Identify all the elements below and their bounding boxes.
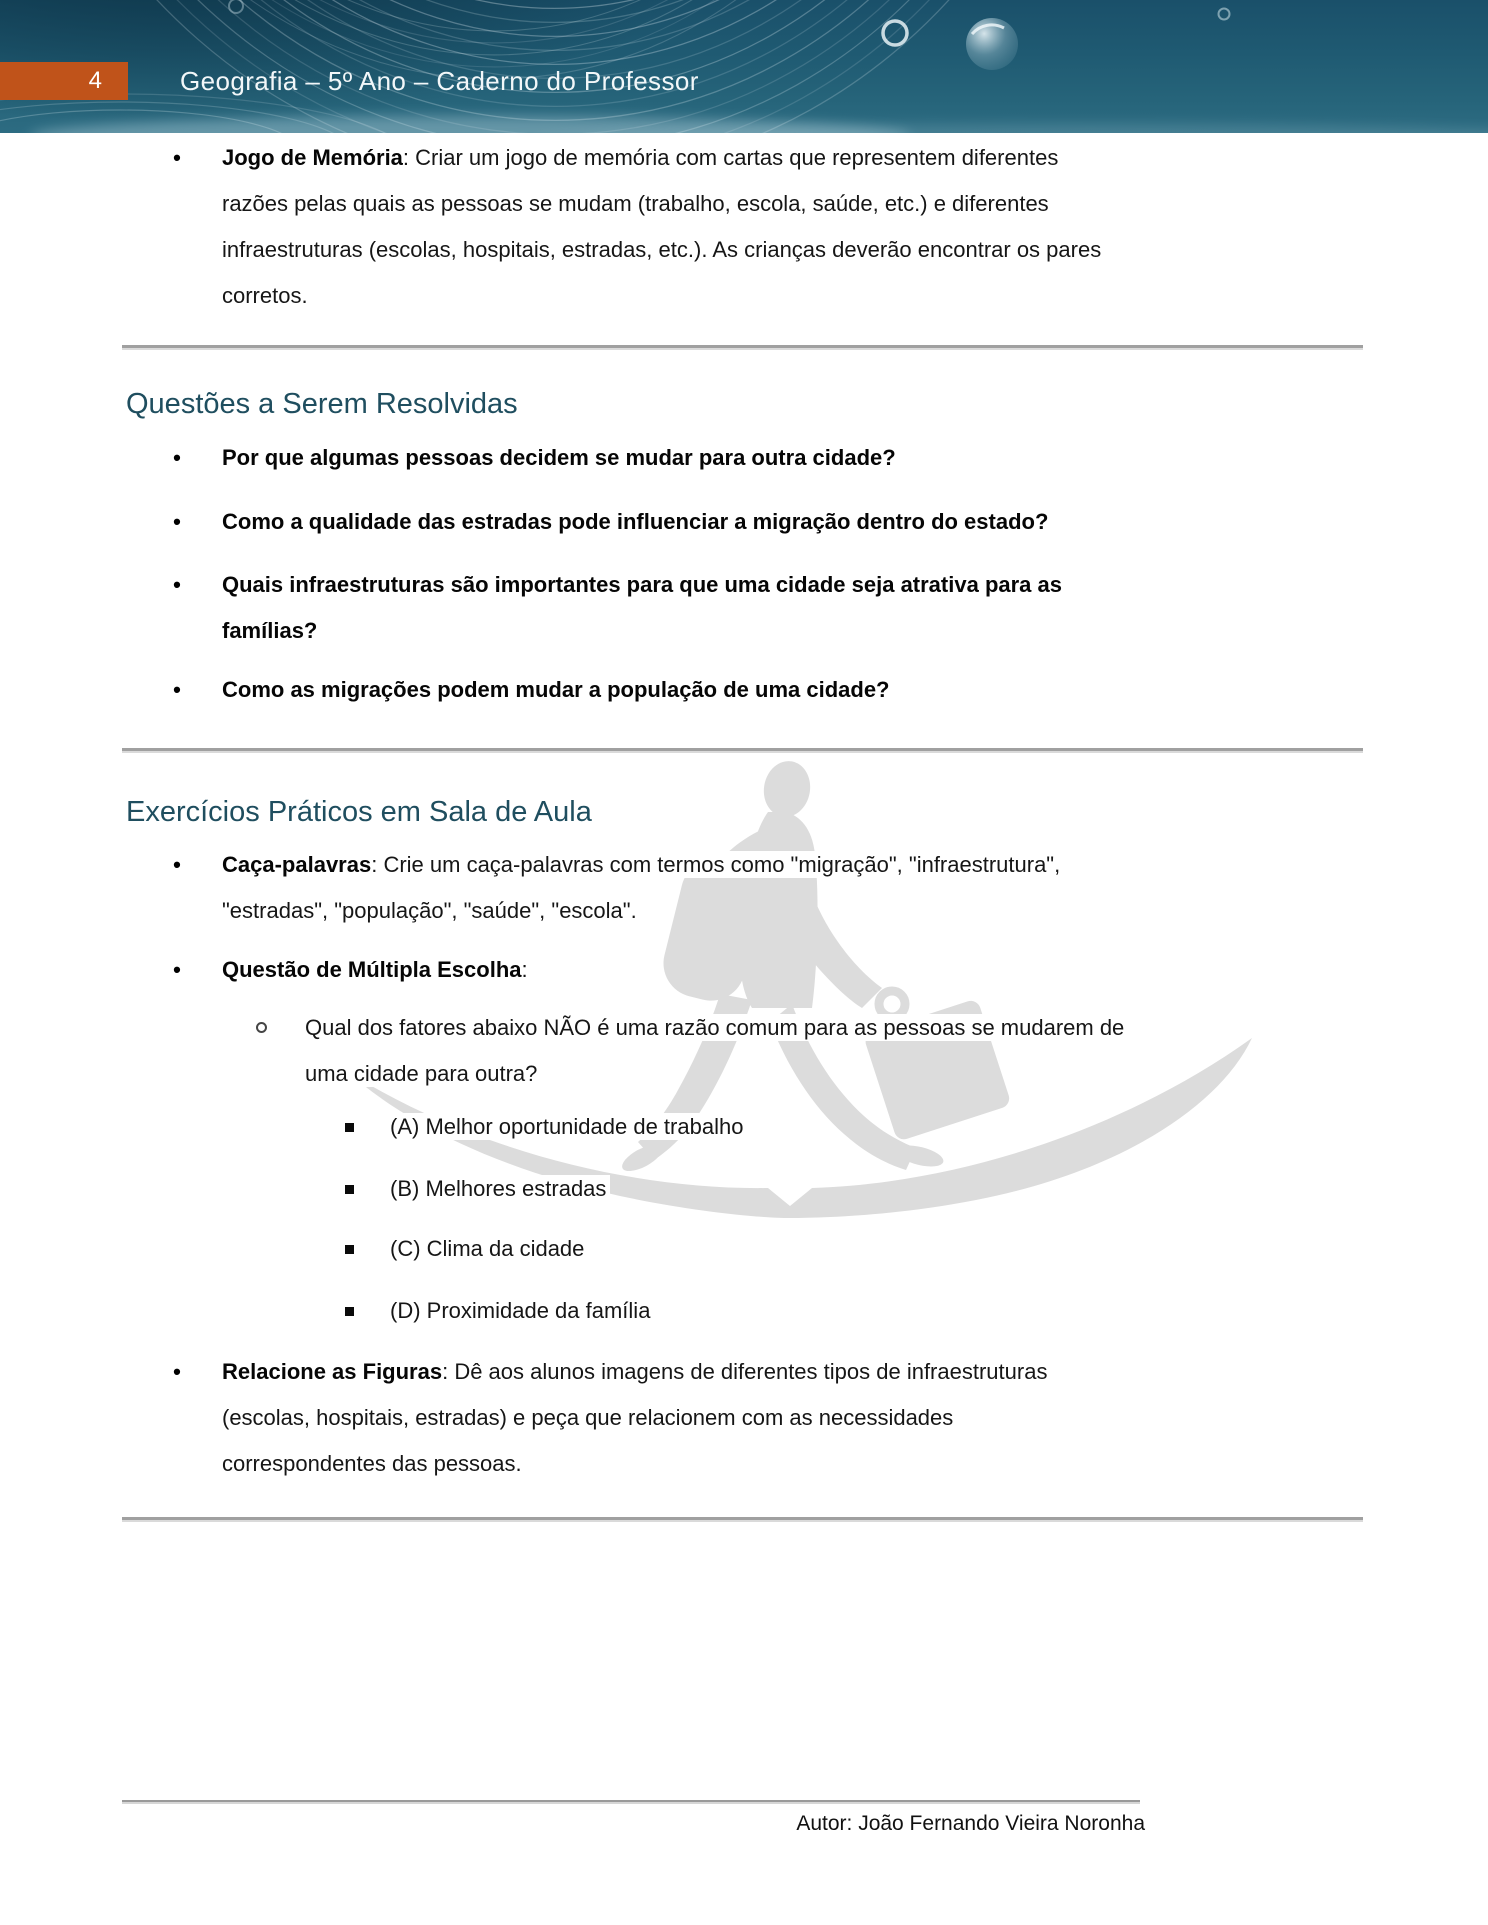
bullet-icon: • xyxy=(173,1359,181,1384)
section-divider xyxy=(122,748,1363,753)
intro-line xyxy=(222,135,1062,181)
page-number-box xyxy=(0,62,128,100)
section-divider xyxy=(122,1517,1363,1522)
multiple-choice-title xyxy=(222,947,532,993)
bullet-icon: • xyxy=(173,445,181,470)
section-divider xyxy=(122,345,1363,350)
bold-lead: Jogo de Memória xyxy=(222,145,403,170)
line-text: corretos. xyxy=(222,282,312,309)
bullet-icon: • xyxy=(173,572,181,597)
bullet-icon: • xyxy=(173,957,181,982)
bold-lead: Relacione as Figuras xyxy=(222,1359,443,1384)
match-figures-line xyxy=(222,1441,526,1487)
bullet-icon: • xyxy=(173,677,181,702)
section-heading-exercises: Exercícios Práticos em Sala de Aula xyxy=(126,791,597,833)
bullet-icon: • xyxy=(173,852,181,877)
question-item: Por que algumas pessoas decidem se mudar para outra cidade? xyxy=(222,435,900,481)
word-search-line xyxy=(222,888,641,934)
square-bullet-icon xyxy=(345,1185,354,1194)
mc-option: (A) Melhor oportunidade de trabalho xyxy=(390,1104,747,1150)
page-number: 4 xyxy=(88,67,102,94)
bold-lead: Caça-palavras xyxy=(222,852,372,877)
footer-author: Autor: João Fernando Vieira Noronha xyxy=(796,1812,1145,1835)
mc-question-line: Qual dos fatores abaixo NÃO é uma razão comum para as pessoas se mudarem de xyxy=(305,1005,1128,1051)
line-text: (escolas, hospitais, estradas) e peça que relacionem com as necessidades xyxy=(222,1404,957,1431)
bullet-icon: • xyxy=(173,509,181,534)
question-item: Como as migrações podem mudar a população de uma cidade? xyxy=(222,667,894,713)
mc-option: (C) Clima da cidade xyxy=(390,1226,588,1272)
square-bullet-icon xyxy=(345,1123,354,1132)
mc-option: (D) Proximidade da família xyxy=(390,1288,654,1334)
question-item: Como a qualidade das estradas pode influenciar a migração dentro do estado? xyxy=(222,499,1052,545)
intro-line xyxy=(222,227,1105,273)
circle-bullet-icon xyxy=(256,1022,267,1033)
line-text: : xyxy=(521,957,528,982)
line-text: razões pelas quais as pessoas se mudam (trabalho, escola, saúde, etc.) e diferentes xyxy=(222,190,1053,217)
match-figures-line xyxy=(222,1349,1051,1395)
square-bullet-icon xyxy=(345,1245,354,1254)
footer-divider xyxy=(122,1800,1140,1804)
intro-line xyxy=(222,273,312,319)
header-title: Geografia – 5º Ano – Caderno do Professor xyxy=(180,66,699,96)
page-header xyxy=(0,0,1488,133)
question-item-line: famílias? xyxy=(222,608,321,654)
question-item: Quais infraestruturas são importantes para que uma cidade seja atrativa para as xyxy=(222,562,1066,608)
line-text: correspondentes das pessoas. xyxy=(222,1450,526,1477)
section-heading-questions: Questões a Serem Resolvidas xyxy=(126,383,523,425)
bold-lead: Questão de Múltipla Escolha xyxy=(222,957,522,982)
line-text: : Crie um caça-palavras com termos como "migração", "infraestrutura", xyxy=(371,852,1061,877)
mc-question-line: uma cidade para outra? xyxy=(305,1051,541,1097)
mc-option: (B) Melhores estradas xyxy=(390,1166,610,1212)
bullet-icon: • xyxy=(173,145,181,170)
match-figures-line xyxy=(222,1395,957,1441)
line-text: "estradas", "população", "saúde", "escola". xyxy=(222,897,641,924)
word-search-line xyxy=(222,842,1064,888)
intro-line xyxy=(222,181,1053,227)
line-text: : Criar um jogo de memória com cartas que representem diferentes xyxy=(402,145,1059,170)
line-text: : Dê aos alunos imagens de diferentes tipos de infraestruturas xyxy=(442,1359,1048,1384)
square-bullet-icon xyxy=(345,1307,354,1316)
line-text: infraestruturas (escolas, hospitais, estradas, etc.). As crianças deverão encontrar os pares xyxy=(222,236,1105,263)
